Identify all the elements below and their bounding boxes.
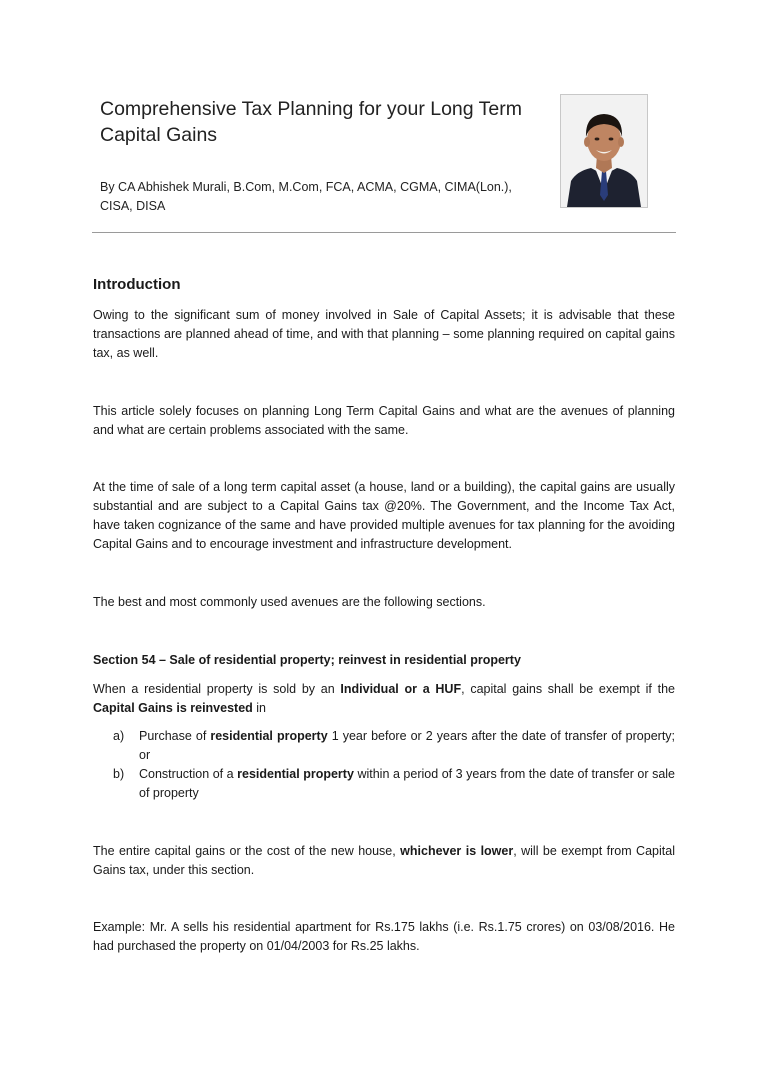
intro-paragraph-2: This article solely focuses on planning Long Term Capital Gains and what are the avenues of planning and what are certain problems associated with the same.	[93, 404, 675, 437]
document-title: Comprehensive Tax Planning for your Long Term Capital Gains	[100, 98, 523, 146]
author-portrait-icon	[561, 95, 647, 207]
section-54-paragraph-2: The entire capital gains or the cost of the new house, whichever is lower, will be exempt from Capital Gains tax, under this section.	[93, 844, 675, 877]
section-54-heading: Section 54 – Sale of residential property; reinvest in residential property	[93, 653, 521, 667]
list-item: a) Purchase of residential property 1 year before or 2 years after the date of transfer of property; or	[113, 729, 676, 762]
list-item: b) Construction of a residential property within a period of 3 years from the date of transfer or sale of property	[113, 767, 675, 800]
intro-paragraph-1: Owing to the significant sum of money involved in Sale of Capital Assets; it is advisable that these transactions are planned ahead of time, and with that planning – some planning required on capital gains tax, as well.	[93, 308, 675, 360]
section-54-example: Example: Mr. A sells his residential apartment for Rs.175 lakhs (i.e. Rs.1.75 crores) on 03/08/2016. He had purchased the property on 01/04/2003 for Rs.25 lakhs.	[93, 920, 675, 953]
author-byline: By CA Abhishek Murali, B.Com, M.Com, FCA, ACMA, CGMA, CIMA(Lon.), CISA, DISA	[100, 180, 512, 213]
section-54-paragraph-1: When a residential property is sold by an Individual or a HUF, capital gains shall be exempt if the Capital Gains is reinvested in	[93, 682, 675, 715]
header-divider	[92, 232, 676, 233]
section-54-conditions-list	[93, 727, 675, 803]
introduction-heading: Introduction	[93, 276, 181, 293]
intro-paragraph-3: At the time of sale of a long term capital asset (a house, land or a building), the capital gains are usually substantial and are subject to a Capital Gains tax @20%. The Government, and the Income Tax Act, have taken cognizance of the same and have provided multiple avenues for tax planning for the avoiding Capital Gains and to encourage investment and infrastructure development.	[93, 480, 675, 551]
author-photo	[560, 94, 648, 208]
intro-paragraph-4: The best and most commonly used avenues are the following sections.	[93, 595, 486, 609]
